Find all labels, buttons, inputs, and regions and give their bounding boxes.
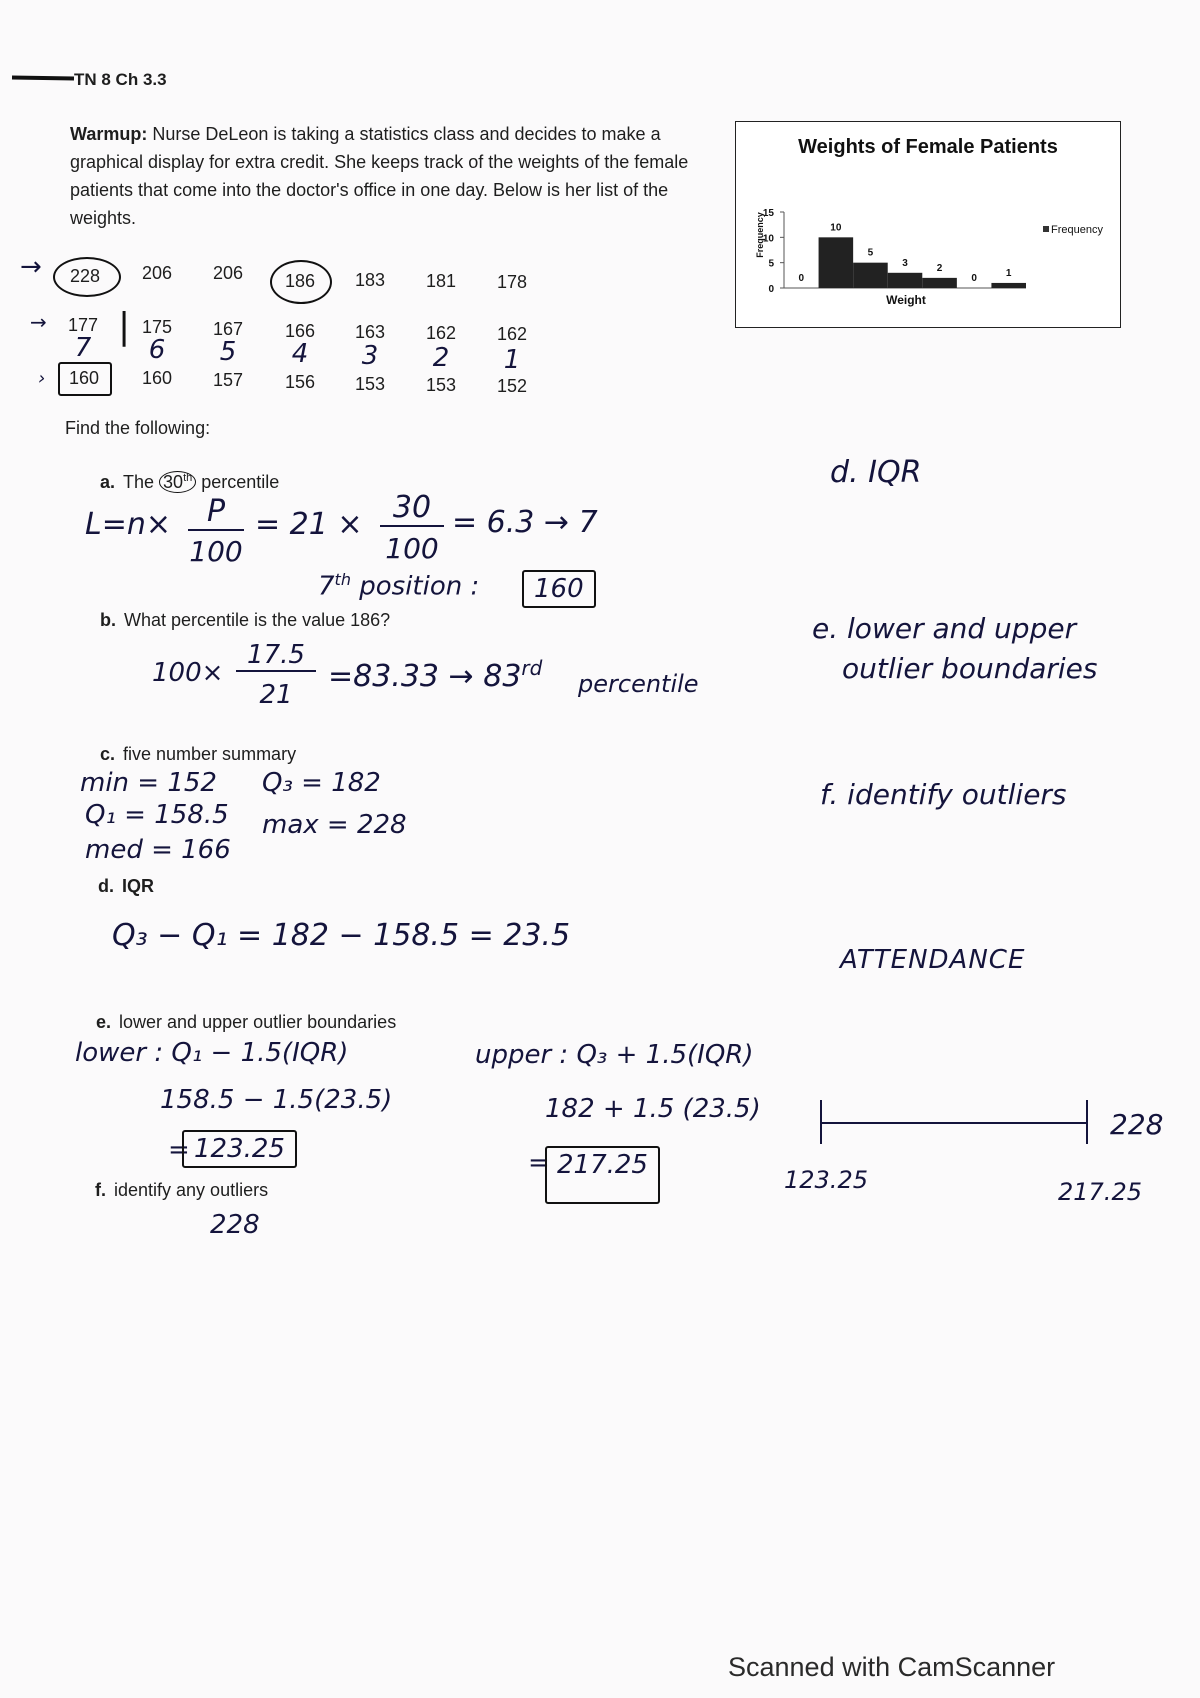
chart-data-label: 3 (902, 257, 908, 269)
box-mark (58, 362, 112, 396)
weight-value: 175 (141, 317, 173, 337)
histogram-chart (735, 121, 1121, 328)
chart-svg (736, 122, 1120, 327)
weight-228: 228 (53, 261, 117, 291)
circle-mark (53, 257, 121, 297)
side-note-f: f. identify outliers (820, 778, 1067, 811)
weight-value: 157 (212, 370, 244, 390)
number-line-right-tick (1086, 1100, 1088, 1144)
hw-a-eq: = 21 × (255, 507, 363, 542)
hw-e-lower-sub: 158.5 − 1.5(23.5) (160, 1085, 393, 1115)
hw-c-min: min = 152 (80, 768, 217, 798)
number-line-outlier-label: 228 (1110, 1108, 1164, 1141)
legend-label: Frequency (1051, 224, 1103, 236)
legend-swatch (1043, 226, 1049, 232)
chart-y-tick: 5 (768, 258, 774, 270)
hw-c-q1: Q₁ = 158.5 (85, 800, 229, 830)
chart-bar (922, 278, 957, 288)
hw-frac-den: 100 (189, 535, 243, 568)
hw-a-result: = 6.3 → 7 (452, 505, 598, 540)
arrow-icon: › (38, 368, 46, 389)
weight-value: 181 (425, 271, 457, 291)
question-e: e. lower and upper outlier boundaries (96, 1012, 397, 1032)
weight-value: 183 (354, 270, 386, 290)
side-note-e-line1: e. lower and upper (812, 612, 1077, 645)
number-line-left-tick (820, 1100, 822, 1144)
chart-bars (799, 222, 1026, 288)
hw-f-answer: 228 (210, 1210, 260, 1240)
weight-160-boxed: 160 (58, 364, 110, 392)
weight-value: 152 (496, 376, 528, 396)
weight-value: 163 (354, 322, 386, 342)
chart-bar (819, 237, 854, 288)
hw-frac-num: 17.5 (236, 640, 316, 672)
hw-c-med: med = 166 (85, 835, 231, 865)
hw-e-lower-answer: 123.25 (182, 1130, 297, 1168)
scanner-watermark: Scanned with CamScanner (728, 1652, 1056, 1682)
hw-e-upper-eq: = (528, 1148, 550, 1178)
number-line-right-label: 217.25 (1058, 1178, 1142, 1206)
number-line (820, 1122, 1088, 1124)
hw-a-position: 7th position : (318, 570, 480, 602)
weight-value: 160 (141, 368, 173, 388)
weight-value: 162 (496, 324, 528, 344)
number-line-left-label: 123.25 (784, 1166, 868, 1194)
hw-a-formula-lhs: L=n× (85, 507, 172, 542)
hw-c-q3: Q₃ = 182 (262, 768, 381, 798)
side-note-attendance: ATTENDANCE (840, 945, 1026, 975)
chart-data-label: 1 (1005, 267, 1012, 279)
weight-value: 162 (425, 323, 457, 343)
weight-186: 186 (270, 266, 330, 296)
hw-e-upper-sub: 182 + 1.5 (23.5) (545, 1094, 761, 1124)
rank-mark: 7 (74, 333, 92, 363)
question-c: c. five number summary (100, 744, 297, 764)
chart-bar (991, 283, 1026, 288)
arrow-icon: → (30, 310, 47, 334)
chart-data-label: 0 (798, 273, 805, 284)
hw-e-lower-formula: lower : Q₁ − 1.5(IQR) (75, 1038, 349, 1068)
weight-value: 206 (141, 263, 173, 283)
rank-mark: 5 (219, 337, 237, 367)
circle-mark (270, 260, 332, 304)
header-rule (12, 75, 74, 80)
circle-mark: 30th (159, 471, 196, 493)
hw-e-upper-answer: 217.25 (545, 1146, 660, 1204)
warmup-text: Nurse DeLeon is taking a statistics class and decides to make a graphical display for extra credit. She keeps track of the weights of the female patients that come into the doctor's office in one day. Below is her list of the weights. (70, 124, 689, 228)
weight-value: 178 (496, 272, 528, 292)
question-a: a. The 30th percentile (100, 472, 280, 492)
weight-value: 153 (354, 374, 386, 394)
question-b: b. What percentile is the value 186? (100, 610, 391, 630)
hw-e-lower-eq: = (168, 1135, 190, 1165)
chart-data-label: 10 (830, 222, 842, 234)
chart-bar (888, 273, 923, 288)
hw-c-max: max = 228 (262, 810, 407, 840)
find-following-heading: Find the following: (65, 418, 211, 438)
chart-data-label: 5 (867, 247, 874, 259)
chart-data-label: 0 (971, 273, 977, 284)
hw-d-calc: Q₃ − Q₁ = 182 − 158.5 = 23.5 (112, 918, 571, 953)
rank-mark: 6 (148, 335, 166, 365)
hw-frac-den: 100 (385, 532, 439, 565)
warmup-label: Warmup: (70, 124, 148, 144)
hw-frac-num: P (188, 494, 244, 531)
hw-e-upper-formula: upper : Q₃ + 1.5(IQR) (475, 1040, 754, 1070)
hw-frac-num: 30 (380, 490, 444, 527)
warmup-paragraph (70, 120, 720, 232)
side-note-e-line2: outlier boundaries (842, 652, 1098, 685)
chart-bar (853, 263, 888, 288)
chart-y-tick: 10 (762, 233, 774, 245)
hw-a-answer: 160 (522, 570, 596, 608)
page-title: TN 8 Ch 3.3 (74, 70, 167, 89)
hw-b-result: =83.33 → 83rd (328, 656, 543, 694)
chart-title: Weights of Female Patients (798, 136, 1058, 158)
side-note-d: d. IQR (830, 455, 922, 490)
rank-mark: 1 (503, 345, 521, 375)
chart-x-label: Weight (886, 293, 926, 307)
question-d: d. IQR (98, 876, 155, 896)
hw-b-percentile: percentile (578, 670, 699, 698)
chart-y-tick: 0 (768, 284, 774, 295)
chart-data-label: 2 (936, 262, 943, 274)
hw-frac-den: 21 (259, 680, 293, 710)
weight-value: 206 (212, 263, 244, 283)
weight-value: 177 (67, 315, 99, 335)
arrow-icon: → (20, 252, 42, 282)
rank-mark: 2 (432, 343, 450, 373)
divider-stroke: | (118, 306, 131, 347)
weight-value: 156 (284, 372, 316, 392)
rank-mark: 4 (291, 339, 309, 369)
question-f: f. identify any outliers (95, 1180, 269, 1200)
hw-b-lhs: 100× (152, 658, 224, 688)
weight-value: 153 (425, 375, 457, 395)
weight-value: 166 (284, 321, 316, 341)
weight-value: 167 (212, 319, 244, 339)
rank-mark: 3 (361, 341, 379, 371)
chart-y-label: Frequency (755, 212, 765, 258)
chart-y-tick: 15 (762, 208, 774, 219)
